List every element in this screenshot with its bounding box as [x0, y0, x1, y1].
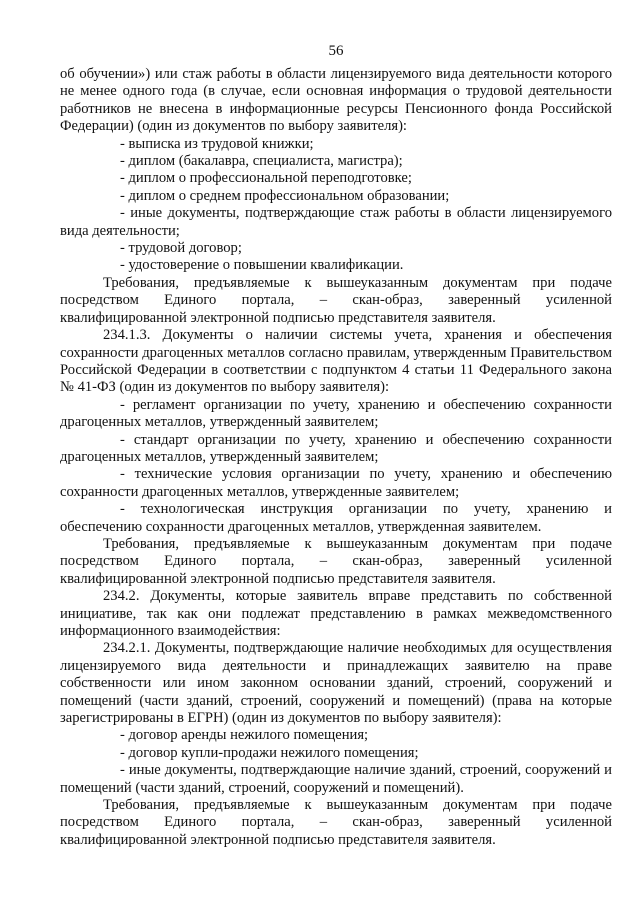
page-number: 56: [328, 43, 344, 59]
paragraph: 234.1.3. Документы о наличии системы учета, хранения и обеспечения сохранности драгоценных металлов согласно правилам, утвержденным Правительством Российской Федерации в соответствии с подпунктом 4 статьи 11 Федерального закона № 41-ФЗ (один из документов по выбору заявителя):: [60, 327, 612, 396]
list-item: - регламент организации по учету, хранению и обеспечению сохранности драгоценных металлов, утвержденный заявителем;: [60, 396, 612, 431]
list-item: - иные документы, подтверждающие стаж работы в области лицензируемого вида деятельности;: [60, 205, 612, 239]
list-item: - трудовой договор;: [120, 240, 242, 257]
list-item: - технологическая инструкция организации по учету, хранению и обеспечению сохранности драгоценных металлов, утвержденная заявителем.: [60, 501, 612, 535]
list-item: - диплом о профессиональной переподготовке;: [120, 170, 412, 187]
list-item: - диплом (бакалавра, специалиста, магистра);: [120, 153, 403, 170]
paragraph: об обучении») или стаж работы в области лицензируемого вида деятельности которого не менее одного года (в случае, если основная информация о трудовой деятельности работников не внесена в информационные ресурсы Пенсионного фонда Российской Федерации) (один из документов по выбору заявителя):: [60, 66, 612, 135]
paragraph: Требования, предъявляемые к вышеуказанным документам при подаче посредством Единого портала, – скан-образ, заверенный усиленной квалифицированной электронной подписью представителя заявителя.: [60, 274, 612, 326]
document-body: [60, 66, 612, 849]
list-item: - стандарт организации по учету, хранению и обеспечению сохранности драгоценных металлов, утвержденный заявителем;: [60, 431, 612, 465]
list-item: - договор аренды нежилого помещения;: [120, 727, 369, 744]
paragraph: Требования, предъявляемые к вышеуказанным документам при подаче посредством Единого портала, – скан-образ, заверенный усиленной квалифицированной электронной подписью представителя заявителя.: [60, 797, 612, 848]
list-item: - выписка из трудовой книжки;: [120, 135, 314, 152]
list-item: - договор купли-продажи нежилого помещения;: [120, 744, 419, 761]
paragraph: 234.2.1. Документы, подтверждающие наличие необходимых для осуществления лицензируемого вида деятельности и принадлежащих заявителю на праве собственности или ином законном основании зданий, строений, сооружений и помещений (части зданий, строений, сооружений и помещений) (права на которые зарегистрированы в ЕГРН) (один из документов по выбору заявителя):: [60, 640, 612, 727]
list-item: - технические условия организации по учету, хранению и обеспечению сохранности драгоценных металлов, утвержденные заявителем;: [60, 466, 612, 500]
list-item: - удостоверение о повышении квалификации.: [120, 257, 404, 274]
list-item: - иные документы, подтверждающие наличие зданий, строений, сооружений и помещений (части зданий, строений, сооружений и помещений).: [60, 762, 612, 796]
paragraph: Требования, предъявляемые к вышеуказанным документам при подаче посредством Единого портала, – скан-образ, заверенный усиленной квалифицированной электронной подписью представителя заявителя.: [60, 535, 612, 587]
list-item: - диплом о среднем профессиональном образовании;: [120, 187, 450, 204]
paragraph: 234.2. Документы, которые заявитель вправе представить по собственной инициативе, так как они подлежат представлению в рамках межведомственного информационного взаимодействия:: [60, 588, 612, 639]
